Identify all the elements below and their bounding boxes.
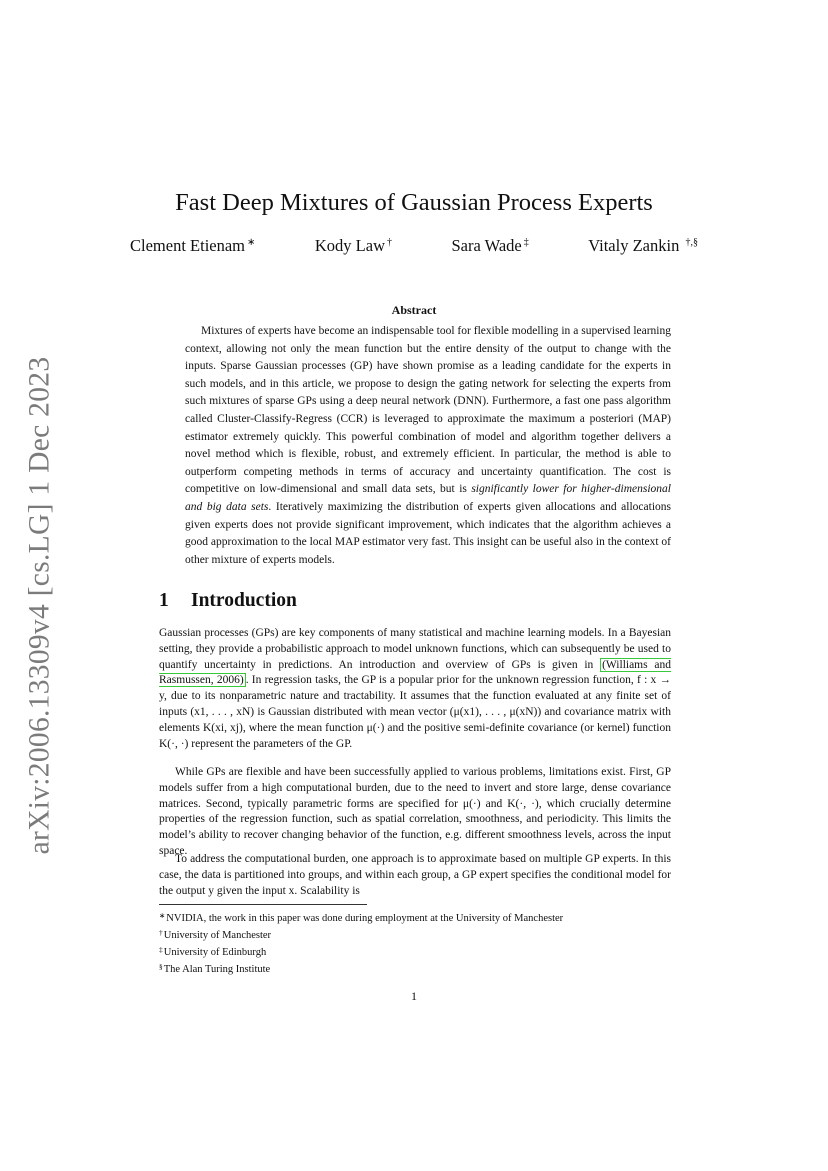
- intro-paragraph-3: To address the computational burden, one approach is to approximate based on multiple GP experts. In this case, the data is partitioned into groups, and within each group, a GP expert specifies the conditional model for the output y given the input x. Scalability is: [159, 853, 671, 897]
- citation-link[interactable]: (Williams and Rasmussen, 2006): [159, 658, 671, 687]
- author-list: [130, 236, 698, 256]
- abstract-text: Mixtures of experts have become an indispensable tool for flexible modelling in a supervised learning context, allowing not only the mean function but the entire density of the output to change with the inputs. Sparse Gaussian processes (GP) have shown promise as a leading candidate for the experts in such models, and in this article, we propose to design the gating network for selecting the experts from such mixtures of sparse GPs using a deep neural network (DNN). Furthermore, a fast one pass algorithm called Cluster-Classify-Regress (CCR) is leveraged to approximate the maximum a posteriori (MAP) estimator extremely quickly. This powerful combination of model and algorithm together delivers a novel method which is flexible, robust, and extremely efficient. In particular, the method is able to outperform competing methods in terms of accuracy and uncertainty quantification. The cost is competitive on low-dimensional and small data sets, but is significantly lower for higher-dimensional and big data sets. Iteratively maximizing the distribution of experts given allocations and allocations given experts does not provide significant improvement, which indicates that the algorithm achieves a good approximation to the local MAP estimator very fast. This insight can be useful also in the context of other mixture of experts models.: [185, 325, 671, 566]
- footnote-rule: [159, 904, 367, 905]
- footnote: ∗NVIDIA, the work in this paper was done during employment at the University of Manchester: [159, 911, 564, 924]
- intro-paragraph-2: While GPs are flexible and have been successfully applied to various problems, limitations exist. First, GP models suffer from a high computational burden, due to the need to invert and store large, dense covariance matrices. Second, typically parametric forms are specified for μ(·) and K(·, ·), which crucially determine properties of the regression function, such as spatial correlation, smoothness, and periodicity. This limits the model’s ability to recover changing behavior of the function, e.g. different smoothness levels, across the input space.: [159, 766, 671, 857]
- page-number: 1: [411, 989, 417, 1003]
- author: Sara Wade ‡: [451, 236, 529, 255]
- section-number: 1: [159, 590, 169, 611]
- footnotes: [159, 909, 671, 977]
- section-title: Introduction: [191, 590, 297, 611]
- abstract-emphasis: significantly lower for higher-dimensional and big data sets: [185, 483, 671, 513]
- arxiv-identifier-margin: [16, 356, 64, 854]
- paper-title: Fast Deep Mixtures of Gaussian Process Experts: [175, 189, 653, 216]
- footnote: ‡University of Edinburgh: [159, 945, 267, 958]
- arxiv-identifier: arXiv:2006.13309v4 [cs.LG] 1 Dec 2023: [23, 356, 56, 854]
- abstract-heading: Abstract: [391, 303, 437, 317]
- footnote: §The Alan Turing Institute: [159, 962, 271, 975]
- intro-paragraph-1: Gaussian processes (GPs) are key components of many statistical and machine learning models. In a Bayesian setting, they provide a probabilistic approach to model unknown functions, which can subsequently be used to quantify uncertainty in predictions. An introduction and overview of GPs is given in (Williams and Rasmussen, 2006) . In regression tasks, the GP is a popular prior for the unknown regression function, f : x → y, due to its nonparametric nature and tractability. It assumes that the function evaluated at any finite set of inputs (x1, . . . , xN) is Gaussian distributed with mean vector (μ(x1), . . . , μ(xN)) and covariance matrix with elements K(xi, xj), where the mean function μ(·) and the positive semi-definite covariance (or kernel) function K(·, ·) represent the parameters of the GP.: [159, 627, 671, 750]
- author: Clement Etienam ∗: [130, 236, 256, 255]
- footnote: †University of Manchester: [159, 928, 272, 941]
- author: Vitaly Zankin †,§: [588, 236, 698, 255]
- section-heading-introduction: [159, 590, 671, 612]
- author: Kody Law †: [314, 236, 392, 255]
